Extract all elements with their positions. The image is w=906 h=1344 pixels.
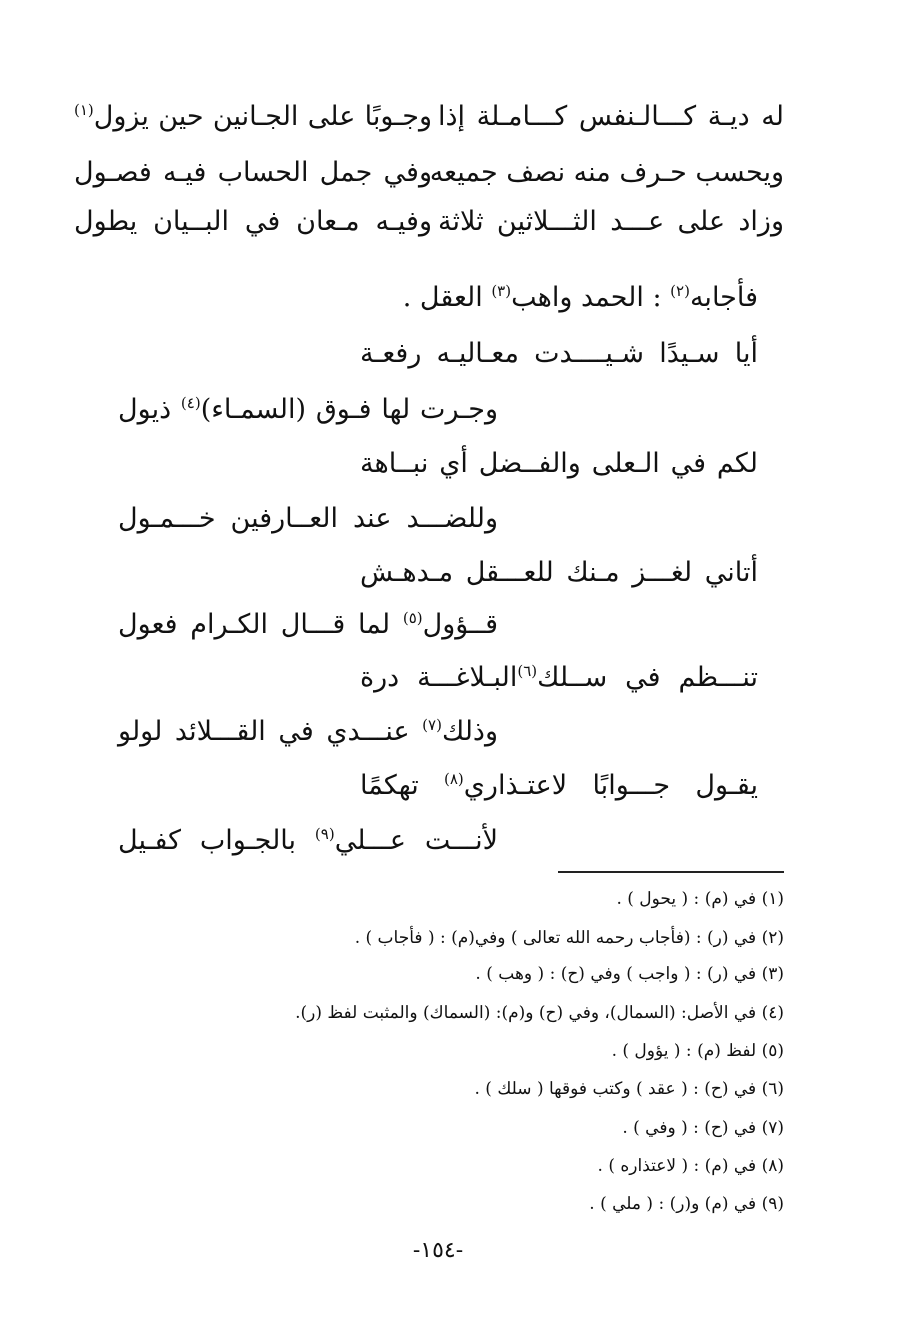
reply-verse-5-second-hemistich: لأنـــت عـــلي$^{(٩)}$ بالجـواب كفـيل [118, 825, 499, 856]
reply-verse-5-first-hemistich: يقـول جـــوابًا لاعتـذاري$^{(٨)}$ تهكمًا [360, 770, 758, 801]
reply-verse-3-second-hemistich: قــؤول$^{(٥)}$ لما قـــال الكـرام فعول [118, 609, 498, 640]
reply-introduction: فأجابه$^{(٢)}$ : الحمد واهب$^{(٣)}$ العقل . [402, 282, 758, 313]
footnote-7: (٧) في (ح) : ( وفي ) . [622, 1118, 784, 1138]
poem-line-3-first-hemistich: وزاد على عـــد الثـــلاثين ثلاثة [438, 206, 784, 237]
footnote-marker: (٢) [670, 282, 690, 300]
reply-verse-2-first-hemistich: لكم في الـعلى والفــضل أي نبــاهة [360, 448, 758, 479]
footnote-8: (٨) في (م) : ( لاعتذاره ) . [597, 1156, 784, 1176]
footnote-marker: (٧) [422, 716, 442, 734]
poem-line-3-second-hemistich: وفيـه مـعان في البــيان يطول [74, 206, 432, 237]
footnote-marker: (١) [74, 101, 94, 119]
reply-verse-4-first-hemistich: تنـــظم في ســلك$^{(٦)}$البـلاغـــة درة [360, 662, 758, 693]
footnote-separator [558, 871, 784, 873]
poem-line-1-second-hemistich: وجـوبًا على الجـانين حين يزول$^{(١)}$ [74, 101, 432, 132]
footnote-marker: (٦) [517, 662, 538, 680]
footnote-marker: (٩) [314, 825, 335, 843]
reply-verse-4-second-hemistich: وذلك$^{(٧)}$ عنـــدي في القـــلائد لولو [118, 716, 498, 747]
footnote-marker: (٣) [491, 282, 512, 300]
footnote-4: (٤) في الأصل: (السمال)، وفي (ح) و(م): (السماك) والمثبت لفظ (ر). [295, 1003, 784, 1023]
footnote-marker: (٥) [402, 609, 423, 627]
footnote-5: (٥) لفظ (م) : ( يؤول ) . [611, 1041, 784, 1061]
footnote-1: (١) في (م) : ( يحول ) . [616, 889, 784, 909]
poem-line-1-first-hemistich: له ديـة كـــالـنفس كـــامـلة إذا [438, 101, 784, 132]
footnote-marker: (٨) [443, 770, 464, 788]
reply-verse-1-first-hemistich: أيا سـيدًا شـيــــدت معـاليـه رفعـة [360, 338, 758, 369]
page-number: -١٥٤- [412, 1238, 464, 1263]
footnote-2: (٢) في (ر) : (فأجاب رحمه الله تعالى ) وفي(م) : ( فأجاب ) . [354, 928, 784, 948]
reply-verse-2-second-hemistich: وللضـــد عند العــارفين خـــمـول [118, 503, 498, 534]
footnote-6: (٦) في (ح) : ( عقد ) وكتب فوقها ( سلك ) . [474, 1079, 784, 1099]
footnote-3: (٣) في (ر) : ( واجب ) وفي (ح) : ( وهب ) . [475, 964, 784, 984]
footnote-marker: (٤) [180, 394, 201, 412]
poem-line-2-first-hemistich: ويحسب حـرف منه نصف جميعه [429, 157, 784, 188]
poem-line-2-second-hemistich: وفي جمل الحساب فيـه فصـول [74, 157, 432, 188]
footnote-9: (٩) في (م) و(ر) : ( ملي ) . [589, 1194, 784, 1214]
reply-verse-3-first-hemistich: أتاني لغـــز مـنك للعـــقل مـدهـش [360, 557, 758, 588]
reply-verse-1-second-hemistich: وجـرت لها فـوق (السمـاء)$^{(٤)}$ ذيول [118, 394, 499, 425]
